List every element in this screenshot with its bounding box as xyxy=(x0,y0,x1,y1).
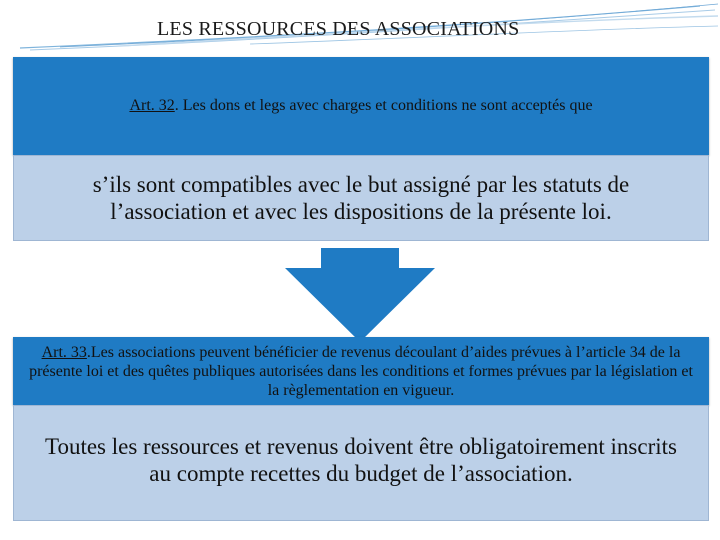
article-32-continuation-text: s’ils sont compatibles avec le but assigné par les statuts de l’association et avec les dispositions de la présente loi. xyxy=(92,172,630,224)
resources-requirement-box xyxy=(13,405,709,521)
article-32-continuation-box xyxy=(13,155,709,241)
article-32-text xyxy=(129,97,592,115)
article-32-ref: Art. 32 xyxy=(129,97,175,114)
article-32-box xyxy=(13,57,709,155)
article-33-text xyxy=(23,343,699,400)
article-33-ref: Art. 33 xyxy=(41,343,87,361)
article-33-body: .Les associations peuvent bénéficier de revenus découlant d’aides prévues à l’article 34 de la présente loi et des quêtes publiques autorisées dans les conditions et formes prévues par la législation et la règlementation en vigueur. xyxy=(29,343,693,399)
page-title: LES RESSOURCES DES ASSOCIATIONS xyxy=(157,18,520,40)
down-arrow-icon xyxy=(285,248,435,342)
article-32-body: . Les dons et legs avec charges et conditions ne sont acceptés que xyxy=(174,97,593,114)
article-33-box xyxy=(13,337,709,405)
resources-requirement-text: Toutes les ressources et revenus doivent être obligatoirement inscrits au compte recettes du budget de l’association. xyxy=(45,434,677,486)
